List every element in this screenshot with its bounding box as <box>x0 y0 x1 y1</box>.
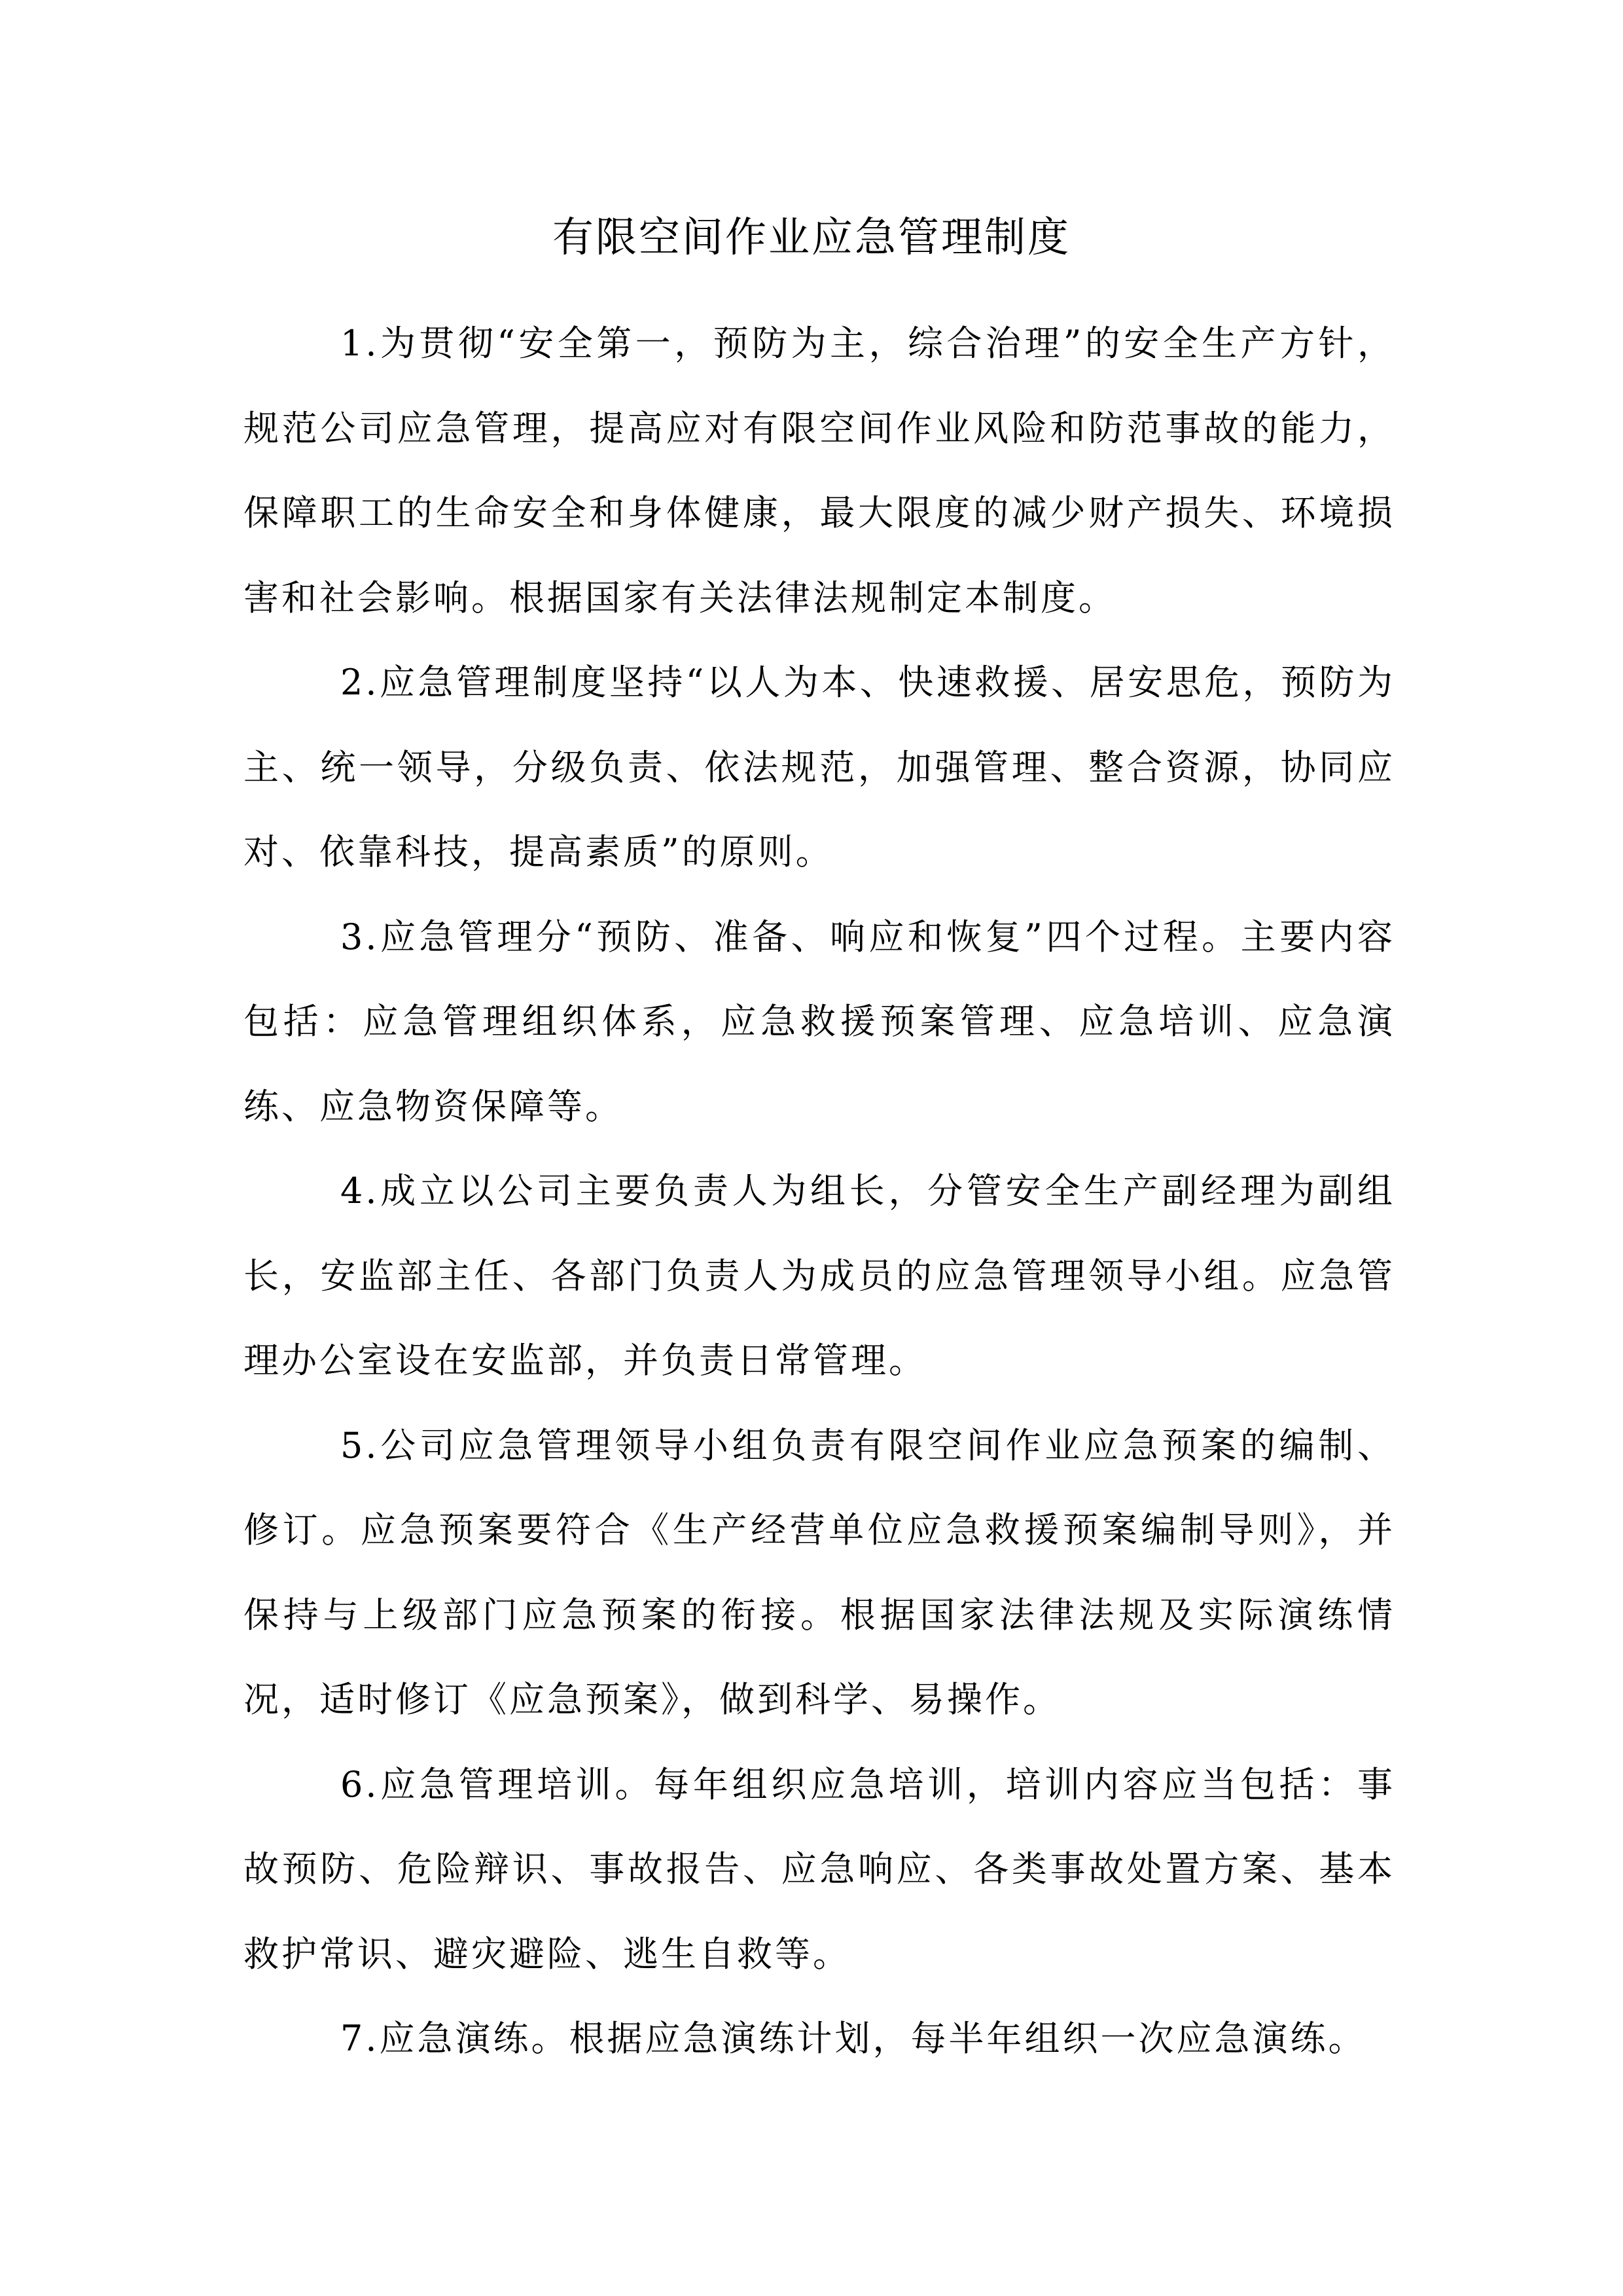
paragraph-2: 2.应急管理制度坚持“以人为本、快速救援、居安思危，预防为主、统一领导，分级负责、依法规范，加强管理、整合资源，协同应对、依靠科技，提高素质”的原则。 <box>243 662 1395 872</box>
paragraph-5: 5.公司应急管理领导小组负责有限空间作业应急预案的编制、修订。应急预案要符合《生产经营单位应急救援预案编制导则》，并保持与上级部门应急预案的衔接。根据国家法律法规及实际演练情况，适时修订《应急预案》，做到科学、易操作。 <box>243 1424 1395 1720</box>
paragraph-6: 6.应急管理培训。每年组织应急培训，培训内容应当包括：事故预防、危险辩识、事故报告、应急响应、各类事故处置方案、基本救护常识、避灾避险、逃生自救等。 <box>243 1763 1395 1975</box>
document-title: 有限空间作业应急管理制度 <box>552 213 1071 261</box>
document-body <box>243 301 1395 2081</box>
paragraph-4: 4.成立以公司主要负责人为组长，分管安全生产副经理为副组长，安监部主任、各部门负责人为成员的应急管理领导小组。应急管理办公室设在安监部，并负责日常管理。 <box>243 1170 1395 1381</box>
paragraph-1: 1.为贯彻“安全第一，预防为主，综合治理”的安全生产方针，规范公司应急管理，提高应对有限空间作业风险和防范事故的能力，保障职工的生命安全和身体健康，最大限度的减少财产损失、环境损害和社会影响。根据国家有关法律法规制定本制度。 <box>243 323 1395 619</box>
paragraph-3: 3.应急管理分“预防、准备、响应和恢复”四个过程。主要内容包括：应急管理组织体系，应急救援预案管理、应急培训、应急演练、应急物资保障等。 <box>243 916 1395 1127</box>
paragraph-7: 7.应急演练。根据应急演练计划，每半年组织一次应急演练。 <box>340 2018 1366 2059</box>
